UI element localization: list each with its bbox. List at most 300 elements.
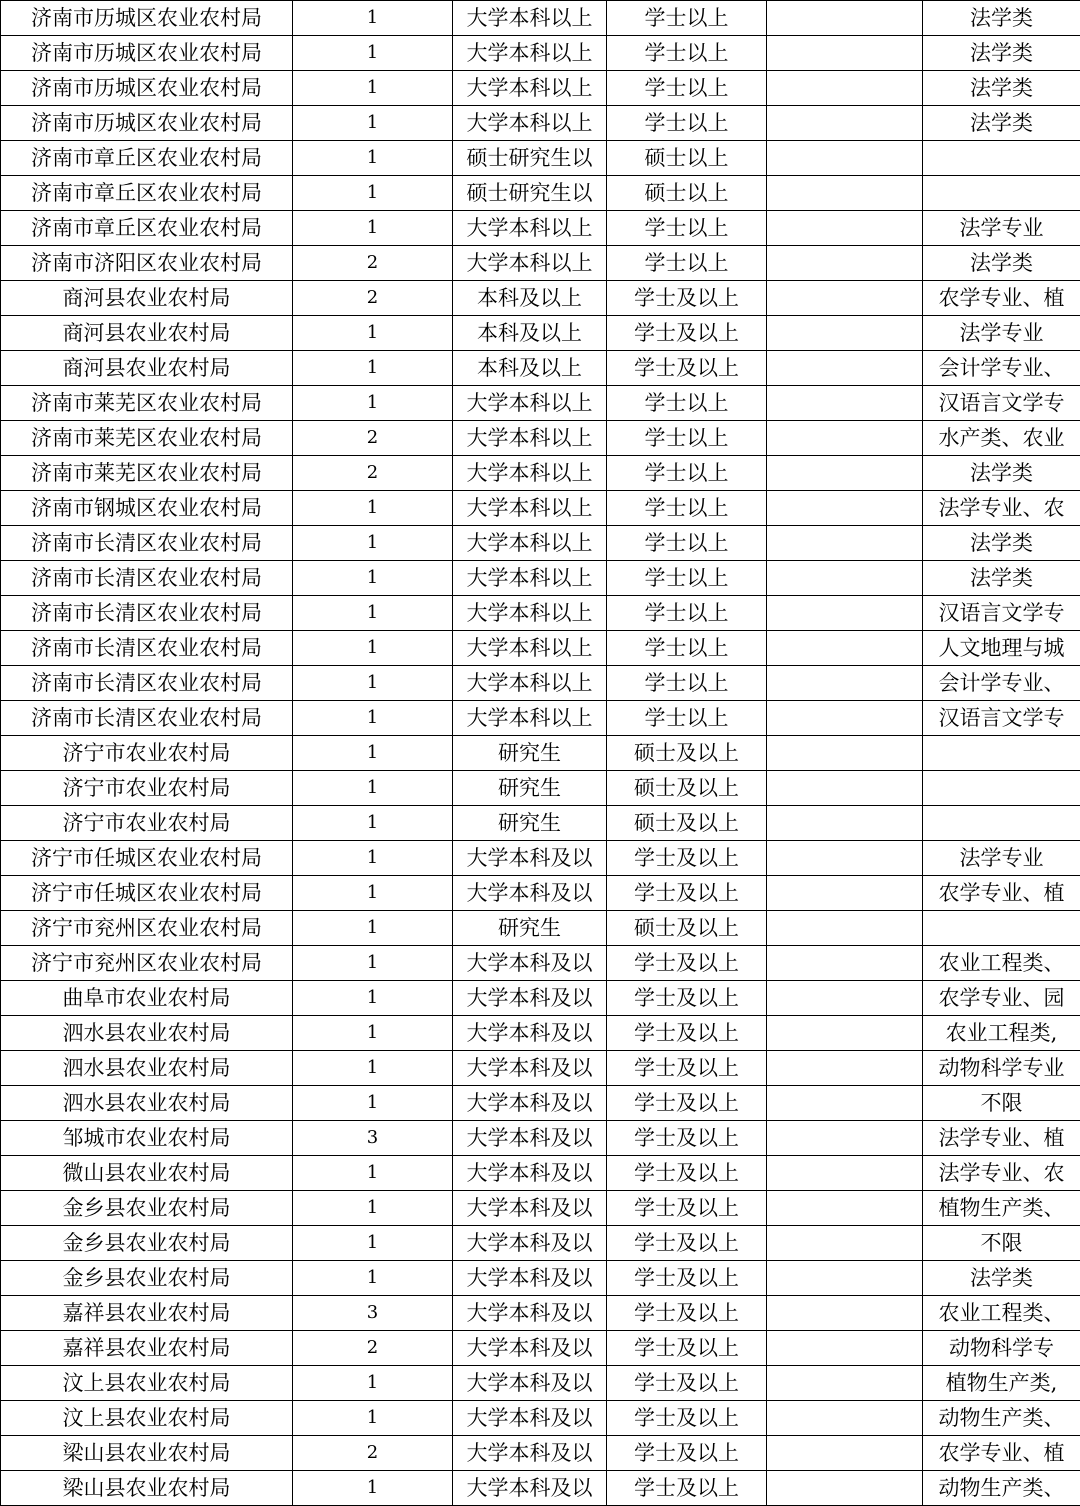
cell-unit: 商河县农业农村局 bbox=[1, 316, 293, 351]
table-row bbox=[1, 1471, 1080, 1506]
cell-blank bbox=[767, 911, 923, 946]
cell-unit: 济南市长清区农业农村局 bbox=[1, 561, 293, 596]
cell-unit: 济南市历城区农业农村局 bbox=[1, 106, 293, 141]
cell-unit: 商河县农业农村局 bbox=[1, 351, 293, 386]
table-row bbox=[1, 1436, 1080, 1471]
cell-blank bbox=[767, 106, 923, 141]
table-row bbox=[1, 771, 1080, 806]
cell-major: 法学专业、农 bbox=[923, 491, 1080, 526]
cell-count: 1 bbox=[293, 1226, 453, 1261]
cell-blank bbox=[767, 666, 923, 701]
cell-unit: 梁山县农业农村局 bbox=[1, 1471, 293, 1506]
table-row bbox=[1, 946, 1080, 981]
table-row bbox=[1, 1086, 1080, 1121]
cell-blank bbox=[767, 281, 923, 316]
table-row bbox=[1, 736, 1080, 771]
cell-unit: 济宁市农业农村局 bbox=[1, 771, 293, 806]
cell-degree: 学士及以上 bbox=[607, 841, 767, 876]
cell-education: 研究生 bbox=[453, 911, 607, 946]
cell-unit: 济南市莱芜区农业农村局 bbox=[1, 456, 293, 491]
cell-degree: 学士以上 bbox=[607, 666, 767, 701]
cell-major: 人文地理与城 bbox=[923, 631, 1080, 666]
cell-education: 大学本科及以 bbox=[453, 1261, 607, 1296]
cell-education: 大学本科及以 bbox=[453, 1121, 607, 1156]
cell-count: 1 bbox=[293, 1051, 453, 1086]
cell-blank bbox=[767, 701, 923, 736]
cell-count: 1 bbox=[293, 1156, 453, 1191]
cell-blank bbox=[767, 36, 923, 71]
cell-count: 1 bbox=[293, 876, 453, 911]
cell-education: 大学本科及以 bbox=[453, 1366, 607, 1401]
cell-degree: 学士及以上 bbox=[607, 946, 767, 981]
cell-degree: 学士以上 bbox=[607, 106, 767, 141]
table-row bbox=[1, 386, 1080, 421]
cell-blank bbox=[767, 1016, 923, 1051]
cell-education: 大学本科以上 bbox=[453, 211, 607, 246]
cell-count: 1 bbox=[293, 666, 453, 701]
cell-unit: 济南市莱芜区农业农村局 bbox=[1, 421, 293, 456]
cell-education: 大学本科以上 bbox=[453, 1, 607, 36]
cell-major: 法学类 bbox=[923, 526, 1080, 561]
table-row bbox=[1, 561, 1080, 596]
cell-unit: 济南市钢城区农业农村局 bbox=[1, 491, 293, 526]
cell-unit: 济南市章丘区农业农村局 bbox=[1, 176, 293, 211]
table-row bbox=[1, 1401, 1080, 1436]
cell-major: 法学专业、植 bbox=[923, 1121, 1080, 1156]
table-row bbox=[1, 421, 1080, 456]
cell-unit: 济南市历城区农业农村局 bbox=[1, 71, 293, 106]
cell-unit: 济南市长清区农业农村局 bbox=[1, 596, 293, 631]
cell-degree: 学士及以上 bbox=[607, 1471, 767, 1506]
cell-degree: 硕士及以上 bbox=[607, 771, 767, 806]
cell-count: 1 bbox=[293, 806, 453, 841]
cell-major: 法学专业、农 bbox=[923, 1156, 1080, 1191]
table-row bbox=[1, 701, 1080, 736]
cell-blank bbox=[767, 491, 923, 526]
cell-count: 1 bbox=[293, 176, 453, 211]
cell-education: 大学本科及以 bbox=[453, 1226, 607, 1261]
cell-count: 1 bbox=[293, 106, 453, 141]
cell-degree: 学士及以上 bbox=[607, 1331, 767, 1366]
table-row bbox=[1, 1226, 1080, 1261]
cell-unit: 济南市长清区农业农村局 bbox=[1, 631, 293, 666]
cell-major bbox=[923, 911, 1080, 946]
cell-unit: 济南市历城区农业农村局 bbox=[1, 36, 293, 71]
cell-blank bbox=[767, 1436, 923, 1471]
cell-education: 大学本科以上 bbox=[453, 246, 607, 281]
cell-count: 1 bbox=[293, 1016, 453, 1051]
cell-education: 本科及以上 bbox=[453, 316, 607, 351]
cell-blank bbox=[767, 71, 923, 106]
cell-degree: 学士及以上 bbox=[607, 1086, 767, 1121]
cell-education: 大学本科以上 bbox=[453, 631, 607, 666]
cell-education: 研究生 bbox=[453, 806, 607, 841]
cell-degree: 学士以上 bbox=[607, 561, 767, 596]
cell-unit: 济宁市任城区农业农村局 bbox=[1, 876, 293, 911]
cell-education: 大学本科及以 bbox=[453, 1156, 607, 1191]
cell-count: 1 bbox=[293, 351, 453, 386]
cell-unit: 金乡县农业农村局 bbox=[1, 1261, 293, 1296]
cell-education: 大学本科以上 bbox=[453, 701, 607, 736]
cell-major: 植物生产类、 bbox=[923, 1191, 1080, 1226]
cell-education: 大学本科以上 bbox=[453, 596, 607, 631]
cell-blank bbox=[767, 1401, 923, 1436]
cell-education: 硕士研究生以 bbox=[453, 141, 607, 176]
cell-major: 不限 bbox=[923, 1226, 1080, 1261]
cell-major bbox=[923, 736, 1080, 771]
table-row bbox=[1, 1296, 1080, 1331]
cell-education: 大学本科及以 bbox=[453, 1331, 607, 1366]
cell-major: 法学类 bbox=[923, 1261, 1080, 1296]
cell-count: 3 bbox=[293, 1296, 453, 1331]
cell-degree: 学士以上 bbox=[607, 211, 767, 246]
cell-count: 3 bbox=[293, 1121, 453, 1156]
table-row bbox=[1, 911, 1080, 946]
cell-blank bbox=[767, 1226, 923, 1261]
cell-unit: 济宁市农业农村局 bbox=[1, 806, 293, 841]
cell-degree: 学士以上 bbox=[607, 456, 767, 491]
table-row bbox=[1, 71, 1080, 106]
cell-major: 汉语言文学专 bbox=[923, 701, 1080, 736]
table-row bbox=[1, 596, 1080, 631]
cell-degree: 学士及以上 bbox=[607, 1401, 767, 1436]
cell-count: 2 bbox=[293, 421, 453, 456]
cell-degree: 学士及以上 bbox=[607, 1261, 767, 1296]
cell-degree: 硕士及以上 bbox=[607, 736, 767, 771]
cell-major bbox=[923, 771, 1080, 806]
cell-degree: 学士及以上 bbox=[607, 316, 767, 351]
cell-blank bbox=[767, 1296, 923, 1331]
cell-degree: 学士及以上 bbox=[607, 1051, 767, 1086]
cell-education: 大学本科以上 bbox=[453, 106, 607, 141]
cell-degree: 学士及以上 bbox=[607, 1296, 767, 1331]
cell-blank bbox=[767, 316, 923, 351]
cell-education: 本科及以上 bbox=[453, 351, 607, 386]
cell-blank bbox=[767, 1, 923, 36]
table-row bbox=[1, 981, 1080, 1016]
table-row bbox=[1, 666, 1080, 701]
cell-major: 农学专业、植 bbox=[923, 1436, 1080, 1471]
cell-major: 农业工程类, bbox=[923, 1016, 1080, 1051]
cell-education: 大学本科及以 bbox=[453, 876, 607, 911]
cell-blank bbox=[767, 211, 923, 246]
cell-degree: 学士及以上 bbox=[607, 1436, 767, 1471]
cell-degree: 学士以上 bbox=[607, 596, 767, 631]
cell-degree: 学士以上 bbox=[607, 36, 767, 71]
cell-degree: 学士及以上 bbox=[607, 1191, 767, 1226]
cell-count: 1 bbox=[293, 981, 453, 1016]
cell-count: 1 bbox=[293, 526, 453, 561]
table-row bbox=[1, 141, 1080, 176]
cell-count: 1 bbox=[293, 386, 453, 421]
cell-count: 1 bbox=[293, 1261, 453, 1296]
cell-degree: 学士及以上 bbox=[607, 281, 767, 316]
table-row bbox=[1, 1051, 1080, 1086]
cell-unit: 嘉祥县农业农村局 bbox=[1, 1331, 293, 1366]
cell-blank bbox=[767, 806, 923, 841]
table-row bbox=[1, 106, 1080, 141]
cell-blank bbox=[767, 1366, 923, 1401]
cell-blank bbox=[767, 771, 923, 806]
cell-major: 会计学专业、 bbox=[923, 351, 1080, 386]
cell-education: 本科及以上 bbox=[453, 281, 607, 316]
cell-education: 大学本科以上 bbox=[453, 36, 607, 71]
cell-count: 1 bbox=[293, 561, 453, 596]
cell-unit: 金乡县农业农村局 bbox=[1, 1191, 293, 1226]
cell-major: 法学类 bbox=[923, 561, 1080, 596]
cell-major: 法学专业 bbox=[923, 316, 1080, 351]
cell-education: 大学本科及以 bbox=[453, 1471, 607, 1506]
cell-unit: 济南市长清区农业农村局 bbox=[1, 701, 293, 736]
cell-degree: 学士以上 bbox=[607, 631, 767, 666]
cell-count: 1 bbox=[293, 631, 453, 666]
cell-education: 研究生 bbox=[453, 736, 607, 771]
cell-count: 1 bbox=[293, 1471, 453, 1506]
table-row bbox=[1, 1121, 1080, 1156]
cell-major: 法学类 bbox=[923, 106, 1080, 141]
table-row bbox=[1, 876, 1080, 911]
table-row bbox=[1, 246, 1080, 281]
cell-education: 大学本科以上 bbox=[453, 71, 607, 106]
cell-unit: 汶上县农业农村局 bbox=[1, 1366, 293, 1401]
cell-degree: 学士以上 bbox=[607, 71, 767, 106]
cell-blank bbox=[767, 246, 923, 281]
cell-blank bbox=[767, 736, 923, 771]
cell-blank bbox=[767, 141, 923, 176]
cell-degree: 硕士及以上 bbox=[607, 806, 767, 841]
table-row bbox=[1, 36, 1080, 71]
cell-unit: 济南市长清区农业农村局 bbox=[1, 666, 293, 701]
cell-count: 2 bbox=[293, 456, 453, 491]
table-row bbox=[1, 1366, 1080, 1401]
cell-degree: 硕士以上 bbox=[607, 141, 767, 176]
cell-blank bbox=[767, 1471, 923, 1506]
cell-count: 1 bbox=[293, 1366, 453, 1401]
cell-degree: 学士以上 bbox=[607, 1, 767, 36]
cell-major: 汉语言文学专 bbox=[923, 386, 1080, 421]
cell-blank bbox=[767, 351, 923, 386]
cell-blank bbox=[767, 1121, 923, 1156]
cell-count: 1 bbox=[293, 596, 453, 631]
cell-blank bbox=[767, 596, 923, 631]
cell-major: 汉语言文学专 bbox=[923, 596, 1080, 631]
table-row bbox=[1, 1156, 1080, 1191]
cell-unit: 曲阜市农业农村局 bbox=[1, 981, 293, 1016]
cell-count: 1 bbox=[293, 1401, 453, 1436]
table-row bbox=[1, 631, 1080, 666]
cell-unit: 济宁市兖州区农业农村局 bbox=[1, 911, 293, 946]
cell-unit: 济南市章丘区农业农村局 bbox=[1, 211, 293, 246]
cell-major: 农学专业、植 bbox=[923, 281, 1080, 316]
table-row bbox=[1, 1191, 1080, 1226]
cell-unit: 微山县农业农村局 bbox=[1, 1156, 293, 1191]
cell-degree: 学士及以上 bbox=[607, 981, 767, 1016]
cell-degree: 学士及以上 bbox=[607, 876, 767, 911]
cell-education: 大学本科及以 bbox=[453, 1016, 607, 1051]
table-body bbox=[1, 1, 1080, 1506]
cell-education: 大学本科及以 bbox=[453, 1051, 607, 1086]
cell-major: 法学专业 bbox=[923, 841, 1080, 876]
cell-count: 2 bbox=[293, 1331, 453, 1366]
table-row bbox=[1, 211, 1080, 246]
cell-degree: 学士及以上 bbox=[607, 1366, 767, 1401]
cell-unit: 泗水县农业农村局 bbox=[1, 1016, 293, 1051]
table-row bbox=[1, 281, 1080, 316]
cell-count: 1 bbox=[293, 701, 453, 736]
table-row bbox=[1, 841, 1080, 876]
cell-education: 大学本科以上 bbox=[453, 561, 607, 596]
cell-major: 农业工程类、 bbox=[923, 946, 1080, 981]
cell-education: 大学本科以上 bbox=[453, 421, 607, 456]
cell-education: 大学本科及以 bbox=[453, 1296, 607, 1331]
cell-blank bbox=[767, 1086, 923, 1121]
cell-education: 大学本科及以 bbox=[453, 1401, 607, 1436]
cell-unit: 济宁市农业农村局 bbox=[1, 736, 293, 771]
cell-education: 大学本科及以 bbox=[453, 841, 607, 876]
cell-unit: 济南市莱芜区农业农村局 bbox=[1, 386, 293, 421]
cell-count: 1 bbox=[293, 736, 453, 771]
cell-count: 1 bbox=[293, 1086, 453, 1121]
cell-education: 大学本科以上 bbox=[453, 456, 607, 491]
cell-major: 动物科学专 bbox=[923, 1331, 1080, 1366]
cell-major: 植物生产类, bbox=[923, 1366, 1080, 1401]
cell-education: 硕士研究生以 bbox=[453, 176, 607, 211]
cell-degree: 学士以上 bbox=[607, 386, 767, 421]
cell-blank bbox=[767, 1331, 923, 1366]
cell-major: 农学专业、园 bbox=[923, 981, 1080, 1016]
cell-education: 大学本科及以 bbox=[453, 1086, 607, 1121]
cell-major: 农学专业、植 bbox=[923, 876, 1080, 911]
cell-major: 法学类 bbox=[923, 1, 1080, 36]
cell-major: 法学类 bbox=[923, 71, 1080, 106]
cell-major: 动物生产类、 bbox=[923, 1401, 1080, 1436]
cell-count: 1 bbox=[293, 841, 453, 876]
cell-degree: 硕士及以上 bbox=[607, 911, 767, 946]
cell-major: 法学专业 bbox=[923, 211, 1080, 246]
cell-degree: 学士以上 bbox=[607, 491, 767, 526]
cell-count: 1 bbox=[293, 491, 453, 526]
cell-count: 1 bbox=[293, 911, 453, 946]
cell-degree: 学士及以上 bbox=[607, 1016, 767, 1051]
table-row bbox=[1, 351, 1080, 386]
cell-count: 1 bbox=[293, 71, 453, 106]
cell-education: 大学本科以上 bbox=[453, 386, 607, 421]
cell-unit: 嘉祥县农业农村局 bbox=[1, 1296, 293, 1331]
cell-unit: 金乡县农业农村局 bbox=[1, 1226, 293, 1261]
cell-blank bbox=[767, 1261, 923, 1296]
cell-unit: 商河县农业农村局 bbox=[1, 281, 293, 316]
cell-degree: 学士及以上 bbox=[607, 1121, 767, 1156]
cell-blank bbox=[767, 561, 923, 596]
cell-unit: 邹城市农业农村局 bbox=[1, 1121, 293, 1156]
table-row bbox=[1, 526, 1080, 561]
cell-degree: 学士以上 bbox=[607, 701, 767, 736]
cell-education: 大学本科以上 bbox=[453, 666, 607, 701]
cell-count: 2 bbox=[293, 281, 453, 316]
cell-count: 1 bbox=[293, 141, 453, 176]
cell-blank bbox=[767, 1051, 923, 1086]
table-row bbox=[1, 176, 1080, 211]
cell-blank bbox=[767, 421, 923, 456]
cell-count: 1 bbox=[293, 771, 453, 806]
cell-major bbox=[923, 141, 1080, 176]
cell-blank bbox=[767, 981, 923, 1016]
cell-major: 法学类 bbox=[923, 246, 1080, 281]
cell-unit: 济宁市兖州区农业农村局 bbox=[1, 946, 293, 981]
cell-unit: 泗水县农业农村局 bbox=[1, 1086, 293, 1121]
cell-education: 研究生 bbox=[453, 771, 607, 806]
cell-blank bbox=[767, 526, 923, 561]
cell-blank bbox=[767, 631, 923, 666]
cell-count: 2 bbox=[293, 1436, 453, 1471]
table-row bbox=[1, 491, 1080, 526]
cell-blank bbox=[767, 876, 923, 911]
cell-degree: 硕士以上 bbox=[607, 176, 767, 211]
cell-degree: 学士以上 bbox=[607, 526, 767, 561]
cell-count: 1 bbox=[293, 1, 453, 36]
cell-major: 不限 bbox=[923, 1086, 1080, 1121]
cell-blank bbox=[767, 841, 923, 876]
cell-major: 动物生产类、 bbox=[923, 1471, 1080, 1506]
cell-major: 水产类、农业 bbox=[923, 421, 1080, 456]
cell-blank bbox=[767, 456, 923, 491]
cell-education: 大学本科及以 bbox=[453, 1436, 607, 1471]
cell-major: 动物科学专业 bbox=[923, 1051, 1080, 1086]
cell-education: 大学本科以上 bbox=[453, 491, 607, 526]
cell-blank bbox=[767, 176, 923, 211]
cell-count: 1 bbox=[293, 946, 453, 981]
cell-degree: 学士以上 bbox=[607, 246, 767, 281]
cell-unit: 泗水县农业农村局 bbox=[1, 1051, 293, 1086]
table-row bbox=[1, 316, 1080, 351]
table-row bbox=[1, 456, 1080, 491]
cell-education: 大学本科及以 bbox=[453, 981, 607, 1016]
table-row bbox=[1, 806, 1080, 841]
cell-major bbox=[923, 806, 1080, 841]
cell-blank bbox=[767, 1156, 923, 1191]
cell-degree: 学士以上 bbox=[607, 421, 767, 456]
cell-count: 1 bbox=[293, 1191, 453, 1226]
cell-education: 大学本科及以 bbox=[453, 1191, 607, 1226]
cell-unit: 济南市历城区农业农村局 bbox=[1, 1, 293, 36]
cell-degree: 学士及以上 bbox=[607, 351, 767, 386]
cell-count: 1 bbox=[293, 211, 453, 246]
cell-education: 大学本科以上 bbox=[453, 526, 607, 561]
table-row bbox=[1, 1331, 1080, 1366]
cell-major bbox=[923, 176, 1080, 211]
cell-unit: 济宁市任城区农业农村局 bbox=[1, 841, 293, 876]
cell-major: 会计学专业、 bbox=[923, 666, 1080, 701]
table-row bbox=[1, 1261, 1080, 1296]
cell-unit: 汶上县农业农村局 bbox=[1, 1401, 293, 1436]
cell-unit: 济南市长清区农业农村局 bbox=[1, 526, 293, 561]
cell-major: 法学类 bbox=[923, 456, 1080, 491]
cell-major: 农业工程类、 bbox=[923, 1296, 1080, 1331]
cell-blank bbox=[767, 386, 923, 421]
table-row bbox=[1, 1016, 1080, 1051]
cell-degree: 学士及以上 bbox=[607, 1226, 767, 1261]
cell-unit: 济南市章丘区农业农村局 bbox=[1, 141, 293, 176]
cell-major: 法学类 bbox=[923, 36, 1080, 71]
cell-education: 大学本科及以 bbox=[453, 946, 607, 981]
cell-count: 2 bbox=[293, 246, 453, 281]
cell-degree: 学士及以上 bbox=[607, 1156, 767, 1191]
cell-unit: 济南市济阳区农业农村局 bbox=[1, 246, 293, 281]
cell-count: 1 bbox=[293, 36, 453, 71]
cell-blank bbox=[767, 1191, 923, 1226]
cell-unit: 梁山县农业农村局 bbox=[1, 1436, 293, 1471]
cell-count: 1 bbox=[293, 316, 453, 351]
